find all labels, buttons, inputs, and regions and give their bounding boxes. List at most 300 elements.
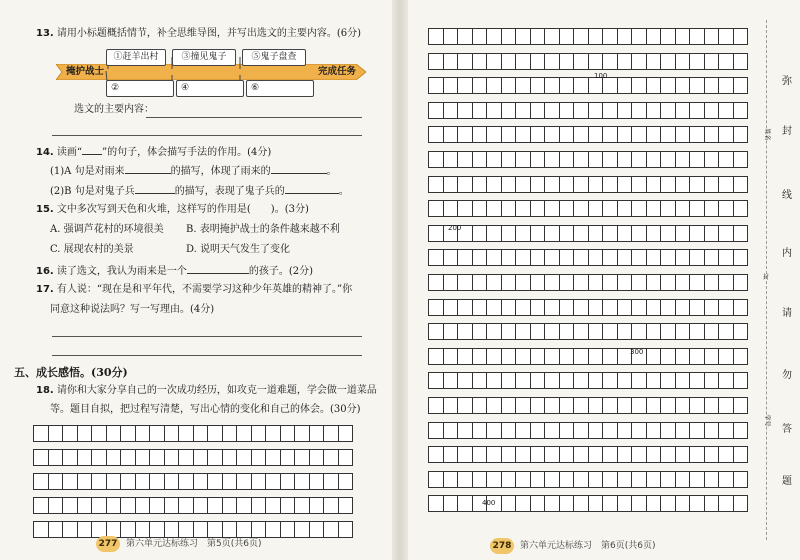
summary-answer-line-1[interactable] <box>146 117 362 118</box>
grid-cell[interactable] <box>676 126 691 143</box>
grid-cell[interactable] <box>281 521 296 538</box>
grid-cell[interactable] <box>266 449 281 466</box>
grid-cell[interactable] <box>502 372 517 389</box>
grid-cell[interactable] <box>618 299 633 316</box>
grid-cell[interactable] <box>574 446 589 463</box>
grid-cell[interactable] <box>618 274 633 291</box>
grid-cell[interactable] <box>647 176 662 193</box>
grid-cell[interactable] <box>237 473 252 490</box>
grid-cell[interactable] <box>574 249 589 266</box>
grid-cell[interactable] <box>516 274 531 291</box>
grid-cell[interactable] <box>589 53 604 70</box>
grid-cell[interactable] <box>719 28 734 45</box>
grid-cell[interactable] <box>545 126 560 143</box>
grid-cell[interactable] <box>574 102 589 119</box>
grid-cell[interactable] <box>661 53 676 70</box>
grid-cell[interactable] <box>502 249 517 266</box>
grid-cell[interactable] <box>647 348 662 365</box>
grid-cell[interactable] <box>574 151 589 168</box>
grid-cell[interactable] <box>531 422 546 439</box>
grid-cell[interactable] <box>574 200 589 217</box>
grid-cell[interactable] <box>589 348 604 365</box>
grid-cell[interactable] <box>531 126 546 143</box>
grid-row[interactable] <box>428 249 748 266</box>
grid-cell[interactable] <box>92 425 107 442</box>
grid-cell[interactable] <box>78 521 93 538</box>
grid-cell[interactable] <box>165 425 180 442</box>
grid-cell[interactable] <box>676 446 691 463</box>
grid-cell[interactable] <box>339 521 354 538</box>
grid-cell[interactable] <box>516 323 531 340</box>
grid-cell[interactable] <box>502 422 517 439</box>
grid-row[interactable] <box>428 495 748 512</box>
grid-cell[interactable] <box>487 200 502 217</box>
grid-cell[interactable] <box>458 200 473 217</box>
grid-cell[interactable] <box>223 497 238 514</box>
grid-cell[interactable] <box>237 497 252 514</box>
grid-cell[interactable] <box>516 348 531 365</box>
grid-cell[interactable] <box>632 53 647 70</box>
grid-cell[interactable] <box>589 372 604 389</box>
grid-cell[interactable] <box>647 397 662 414</box>
grid-cell[interactable] <box>429 225 444 242</box>
grid-cell[interactable] <box>705 200 720 217</box>
grid-cell[interactable] <box>429 274 444 291</box>
grid-cell[interactable] <box>690 102 705 119</box>
grid-cell[interactable] <box>531 151 546 168</box>
grid-cell[interactable] <box>589 422 604 439</box>
grid-cell[interactable] <box>208 449 223 466</box>
grid-cell[interactable] <box>618 495 633 512</box>
grid-cell[interactable] <box>574 176 589 193</box>
grid-cell[interactable] <box>252 449 267 466</box>
grid-cell[interactable] <box>34 449 49 466</box>
grid-cell[interactable] <box>531 372 546 389</box>
grid-cell[interactable] <box>310 497 325 514</box>
grid-cell[interactable] <box>487 249 502 266</box>
grid-cell[interactable] <box>589 299 604 316</box>
grid-cell[interactable] <box>194 473 209 490</box>
grid-cell[interactable] <box>107 425 122 442</box>
grid-cell[interactable] <box>574 323 589 340</box>
grid-cell[interactable] <box>63 473 78 490</box>
grid-cell[interactable] <box>324 473 339 490</box>
grid-cell[interactable] <box>252 497 267 514</box>
grid-cell[interactable] <box>618 471 633 488</box>
grid-cell[interactable] <box>632 471 647 488</box>
grid-cell[interactable] <box>150 449 165 466</box>
grid-cell[interactable] <box>574 126 589 143</box>
grid-cell[interactable] <box>150 473 165 490</box>
grid-cell[interactable] <box>545 299 560 316</box>
grid-cell[interactable] <box>705 225 720 242</box>
grid-cell[interactable] <box>281 473 296 490</box>
grid-cell[interactable] <box>647 200 662 217</box>
grid-cell[interactable] <box>560 397 575 414</box>
grid-row[interactable] <box>33 425 353 442</box>
grid-cell[interactable] <box>690 372 705 389</box>
grid-cell[interactable] <box>34 521 49 538</box>
grid-cell[interactable] <box>78 425 93 442</box>
summary-answer-line-2[interactable] <box>52 135 362 136</box>
grid-cell[interactable] <box>719 397 734 414</box>
grid-cell[interactable] <box>458 471 473 488</box>
grid-cell[interactable] <box>734 249 749 266</box>
grid-cell[interactable] <box>429 77 444 94</box>
grid-cell[interactable] <box>661 446 676 463</box>
grid-cell[interactable] <box>719 249 734 266</box>
grid-cell[interactable] <box>458 102 473 119</box>
grid-cell[interactable] <box>49 449 64 466</box>
grid-cell[interactable] <box>487 323 502 340</box>
grid-cell[interactable] <box>647 225 662 242</box>
grid-cell[interactable] <box>603 151 618 168</box>
grid-cell[interactable] <box>473 151 488 168</box>
grid-cell[interactable] <box>487 77 502 94</box>
grid-cell[interactable] <box>516 495 531 512</box>
grid-cell[interactable] <box>473 200 488 217</box>
grid-cell[interactable] <box>502 299 517 316</box>
grid-cell[interactable] <box>516 446 531 463</box>
grid-cell[interactable] <box>647 299 662 316</box>
grid-cell[interactable] <box>618 225 633 242</box>
grid-row[interactable] <box>33 473 353 490</box>
grid-cell[interactable] <box>734 274 749 291</box>
grid-cell[interactable] <box>545 422 560 439</box>
grid-cell[interactable] <box>734 422 749 439</box>
grid-cell[interactable] <box>107 449 122 466</box>
grid-cell[interactable] <box>429 53 444 70</box>
grid-cell[interactable] <box>560 102 575 119</box>
grid-cell[interactable] <box>165 449 180 466</box>
grid-cell[interactable] <box>487 274 502 291</box>
grid-cell[interactable] <box>603 249 618 266</box>
grid-cell[interactable] <box>661 299 676 316</box>
grid-cell[interactable] <box>266 425 281 442</box>
grid-cell[interactable] <box>208 425 223 442</box>
grid-cell[interactable] <box>63 497 78 514</box>
grid-cell[interactable] <box>661 249 676 266</box>
grid-cell[interactable] <box>295 425 310 442</box>
grid-cell[interactable] <box>589 495 604 512</box>
answer-blank[interactable] <box>285 183 339 194</box>
grid-cell[interactable] <box>92 449 107 466</box>
grid-cell[interactable] <box>34 497 49 514</box>
grid-cell[interactable] <box>34 425 49 442</box>
grid-cell[interactable] <box>603 446 618 463</box>
grid-cell[interactable] <box>78 497 93 514</box>
grid-cell[interactable] <box>676 471 691 488</box>
grid-cell[interactable] <box>734 495 749 512</box>
grid-cell[interactable] <box>676 151 691 168</box>
grid-cell[interactable] <box>603 372 618 389</box>
grid-cell[interactable] <box>310 521 325 538</box>
grid-cell[interactable] <box>574 299 589 316</box>
grid-cell[interactable] <box>632 299 647 316</box>
grid-cell[interactable] <box>516 471 531 488</box>
grid-cell[interactable] <box>589 102 604 119</box>
grid-cell[interactable] <box>661 397 676 414</box>
grid-cell[interactable] <box>734 102 749 119</box>
grid-cell[interactable] <box>281 425 296 442</box>
grid-cell[interactable] <box>458 249 473 266</box>
grid-cell[interactable] <box>719 200 734 217</box>
grid-cell[interactable] <box>458 422 473 439</box>
grid-cell[interactable] <box>545 495 560 512</box>
grid-cell[interactable] <box>487 225 502 242</box>
grid-row[interactable] <box>428 397 748 414</box>
grid-cell[interactable] <box>545 53 560 70</box>
grid-cell[interactable] <box>574 225 589 242</box>
grid-cell[interactable] <box>531 446 546 463</box>
grid-cell[interactable] <box>589 126 604 143</box>
grid-cell[interactable] <box>444 200 459 217</box>
grid-cell[interactable] <box>502 397 517 414</box>
grid-cell[interactable] <box>136 449 151 466</box>
grid-cell[interactable] <box>531 274 546 291</box>
grid-cell[interactable] <box>49 425 64 442</box>
grid-cell[interactable] <box>458 274 473 291</box>
grid-cell[interactable] <box>676 397 691 414</box>
grid-cell[interactable] <box>545 102 560 119</box>
grid-cell[interactable] <box>632 151 647 168</box>
grid-cell[interactable] <box>516 397 531 414</box>
grid-cell[interactable] <box>429 397 444 414</box>
grid-cell[interactable] <box>719 102 734 119</box>
grid-cell[interactable] <box>473 422 488 439</box>
grid-cell[interactable] <box>545 274 560 291</box>
grid-cell[interactable] <box>589 225 604 242</box>
grid-cell[interactable] <box>502 348 517 365</box>
grid-cell[interactable] <box>632 126 647 143</box>
grid-row[interactable] <box>428 53 748 70</box>
grid-cell[interactable] <box>661 102 676 119</box>
grid-cell[interactable] <box>487 151 502 168</box>
mind-map-box-4[interactable]: ④ <box>176 80 244 97</box>
grid-cell[interactable] <box>444 348 459 365</box>
grid-cell[interactable] <box>516 28 531 45</box>
grid-cell[interactable] <box>734 471 749 488</box>
grid-cell[interactable] <box>589 471 604 488</box>
grid-cell[interactable] <box>545 348 560 365</box>
grid-cell[interactable] <box>690 299 705 316</box>
grid-cell[interactable] <box>429 422 444 439</box>
grid-cell[interactable] <box>237 425 252 442</box>
grid-cell[interactable] <box>589 397 604 414</box>
grid-cell[interactable] <box>473 274 488 291</box>
q17-answer-line-1[interactable] <box>52 336 362 337</box>
grid-cell[interactable] <box>531 176 546 193</box>
grid-cell[interactable] <box>516 176 531 193</box>
grid-cell[interactable] <box>63 449 78 466</box>
grid-cell[interactable] <box>690 348 705 365</box>
grid-cell[interactable] <box>487 28 502 45</box>
grid-cell[interactable] <box>647 495 662 512</box>
answer-blank[interactable] <box>271 163 327 174</box>
grid-cell[interactable] <box>458 28 473 45</box>
grid-cell[interactable] <box>545 249 560 266</box>
grid-row[interactable] <box>428 77 748 94</box>
grid-cell[interactable] <box>194 497 209 514</box>
grid-cell[interactable] <box>676 77 691 94</box>
grid-cell[interactable] <box>324 425 339 442</box>
grid-cell[interactable] <box>734 299 749 316</box>
answer-blank[interactable] <box>187 263 249 274</box>
grid-cell[interactable] <box>690 200 705 217</box>
grid-cell[interactable] <box>473 348 488 365</box>
mind-map-box-6[interactable]: ⑥ <box>246 80 314 97</box>
grid-cell[interactable] <box>719 151 734 168</box>
grid-cell[interactable] <box>487 471 502 488</box>
grid-cell[interactable] <box>324 449 339 466</box>
grid-cell[interactable] <box>444 102 459 119</box>
grid-cell[interactable] <box>603 53 618 70</box>
grid-cell[interactable] <box>589 176 604 193</box>
grid-cell[interactable] <box>208 473 223 490</box>
grid-cell[interactable] <box>690 422 705 439</box>
grid-cell[interactable] <box>603 471 618 488</box>
grid-row[interactable] <box>428 200 748 217</box>
grid-cell[interactable] <box>618 28 633 45</box>
grid-cell[interactable] <box>444 28 459 45</box>
grid-cell[interactable] <box>324 497 339 514</box>
grid-cell[interactable] <box>150 497 165 514</box>
grid-cell[interactable] <box>574 495 589 512</box>
grid-cell[interactable] <box>574 77 589 94</box>
grid-cell[interactable] <box>487 446 502 463</box>
grid-cell[interactable] <box>487 422 502 439</box>
grid-cell[interactable] <box>661 225 676 242</box>
grid-cell[interactable] <box>165 473 180 490</box>
grid-cell[interactable] <box>661 422 676 439</box>
grid-row[interactable] <box>428 446 748 463</box>
grid-cell[interactable] <box>632 495 647 512</box>
grid-cell[interactable] <box>473 28 488 45</box>
grid-cell[interactable] <box>444 471 459 488</box>
grid-cell[interactable] <box>444 299 459 316</box>
grid-cell[interactable] <box>705 274 720 291</box>
grid-cell[interactable] <box>603 348 618 365</box>
grid-cell[interactable] <box>690 471 705 488</box>
grid-cell[interactable] <box>516 422 531 439</box>
grid-cell[interactable] <box>690 274 705 291</box>
grid-cell[interactable] <box>502 102 517 119</box>
grid-cell[interactable] <box>560 471 575 488</box>
grid-cell[interactable] <box>560 151 575 168</box>
grid-cell[interactable] <box>690 151 705 168</box>
grid-cell[interactable] <box>78 449 93 466</box>
grid-cell[interactable] <box>502 200 517 217</box>
grid-cell[interactable] <box>589 446 604 463</box>
grid-cell[interactable] <box>719 53 734 70</box>
grid-cell[interactable] <box>705 102 720 119</box>
grid-cell[interactable] <box>473 126 488 143</box>
grid-cell[interactable] <box>545 323 560 340</box>
grid-cell[interactable] <box>705 422 720 439</box>
grid-cell[interactable] <box>676 274 691 291</box>
grid-cell[interactable] <box>647 249 662 266</box>
grid-cell[interactable] <box>676 200 691 217</box>
grid-cell[interactable] <box>516 126 531 143</box>
grid-cell[interactable] <box>589 274 604 291</box>
grid-cell[interactable] <box>647 446 662 463</box>
q15-option-b[interactable]: B. 表明掩护战士的条件越来越不利 <box>186 224 340 235</box>
grid-cell[interactable] <box>121 449 136 466</box>
grid-cell[interactable] <box>618 249 633 266</box>
grid-cell[interactable] <box>719 446 734 463</box>
grid-cell[interactable] <box>502 77 517 94</box>
answer-blank[interactable] <box>82 144 102 155</box>
grid-cell[interactable] <box>429 495 444 512</box>
grid-cell[interactable] <box>458 176 473 193</box>
grid-cell[interactable] <box>444 446 459 463</box>
grid-cell[interactable] <box>223 473 238 490</box>
grid-cell[interactable] <box>560 200 575 217</box>
grid-cell[interactable] <box>574 53 589 70</box>
grid-cell[interactable] <box>603 323 618 340</box>
grid-cell[interactable] <box>339 473 354 490</box>
grid-cell[interactable] <box>458 299 473 316</box>
grid-cell[interactable] <box>165 497 180 514</box>
grid-row[interactable] <box>428 126 748 143</box>
grid-cell[interactable] <box>429 471 444 488</box>
grid-cell[interactable] <box>560 249 575 266</box>
grid-cell[interactable] <box>705 249 720 266</box>
grid-cell[interactable] <box>502 151 517 168</box>
grid-cell[interactable] <box>444 372 459 389</box>
grid-cell[interactable] <box>63 521 78 538</box>
grid-cell[interactable] <box>49 497 64 514</box>
grid-cell[interactable] <box>647 126 662 143</box>
grid-cell[interactable] <box>444 397 459 414</box>
grid-cell[interactable] <box>676 495 691 512</box>
grid-cell[interactable] <box>661 495 676 512</box>
grid-cell[interactable] <box>690 446 705 463</box>
grid-cell[interactable] <box>560 446 575 463</box>
grid-cell[interactable] <box>281 449 296 466</box>
grid-cell[interactable] <box>734 200 749 217</box>
q17-answer-line-2[interactable] <box>52 355 362 356</box>
grid-cell[interactable] <box>473 446 488 463</box>
grid-row[interactable] <box>428 299 748 316</box>
grid-cell[interactable] <box>179 497 194 514</box>
grid-cell[interactable] <box>295 473 310 490</box>
grid-cell[interactable] <box>560 126 575 143</box>
grid-cell[interactable] <box>676 176 691 193</box>
grid-cell[interactable] <box>429 102 444 119</box>
grid-cell[interactable] <box>661 28 676 45</box>
grid-cell[interactable] <box>237 449 252 466</box>
grid-cell[interactable] <box>705 372 720 389</box>
grid-cell[interactable] <box>618 422 633 439</box>
grid-cell[interactable] <box>719 348 734 365</box>
grid-cell[interactable] <box>107 473 122 490</box>
grid-cell[interactable] <box>516 151 531 168</box>
answer-blank[interactable] <box>125 163 171 174</box>
grid-cell[interactable] <box>545 397 560 414</box>
grid-cell[interactable] <box>734 348 749 365</box>
grid-cell[interactable] <box>560 274 575 291</box>
grid-cell[interactable] <box>502 323 517 340</box>
grid-cell[interactable] <box>705 126 720 143</box>
grid-cell[interactable] <box>502 495 517 512</box>
grid-cell[interactable] <box>531 348 546 365</box>
grid-cell[interactable] <box>458 348 473 365</box>
grid-row[interactable] <box>33 449 353 466</box>
grid-cell[interactable] <box>603 126 618 143</box>
grid-cell[interactable] <box>92 473 107 490</box>
grid-cell[interactable] <box>719 495 734 512</box>
